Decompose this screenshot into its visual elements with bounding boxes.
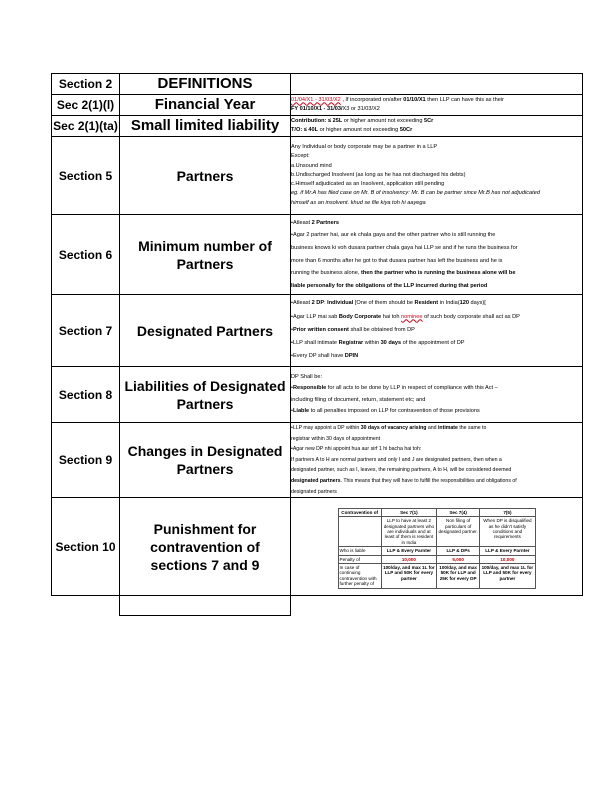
section-number: Section 7 [52, 295, 120, 367]
table-cell: Sec 7(1) [381, 508, 436, 516]
section-number: Section 5 [52, 137, 120, 215]
section-detail: DP Shall be: •Responsible for all acts to be done by LLP in respect of compliance with this Act – including filing of document, return, statement etc; and •Liable to all penalties imposed on LLP for contravention of those provisions [291, 367, 583, 423]
section-title: DEFINITIONS [120, 74, 291, 95]
table-cell: Who is liable [338, 547, 381, 555]
section-number: Section 10 [52, 498, 120, 596]
section-title: Changes in Designated Partners [120, 423, 291, 498]
table-cell: 100/day, and max 1L for LLP and 50K for every partner [480, 563, 535, 588]
section-detail: •Atleast 2 DP: Individual [One of them should be Resident in India(120 days)[ •Agar LLP mai sab Body Corporate hai toh nominee of such body corporate shall act as DP •Prior written consent shall be obtained from DP •LLP shall intimate Registrar within 30 days of the appointment of DP •Every DP shall have DPIN [291, 295, 583, 367]
table-cell: LLP & Every Parnter [480, 547, 535, 555]
section-title: Punishment for contravention of sections 7 and 9 [120, 498, 291, 596]
section-detail [291, 498, 583, 596]
table-cell: LLP to have at least 2 designated partners who are individuals and at least of them is resident in India [381, 517, 436, 547]
section-detail: 01/04/X1 - 31/03/X2 , If incorporated on/after 01/10/X1 then LLP can have this as their FY 01/10/X1 - 31/03/X3 or 31/03/X2 [291, 95, 583, 116]
table-row [338, 555, 535, 563]
table-cell: 10,000 [381, 555, 436, 563]
section-number: Section 8 [52, 367, 120, 423]
section-detail: Any Individual or body corporate may be a partner in a LLP Except: a.Unsound mind b.Undischarged Insolvent (as long as he has not discharged his debts) c.Himself adjudicated as an Insolvent, application still pending eg. if Mr.A has filed case on Mr. B of insolvency: Mr. B can be partner since Mr.B has not adjudicated himself as an insolvent. khud se file kiya toh hi aayega [291, 137, 583, 215]
row-partners [52, 137, 583, 215]
table-cell: Non filing of particulars of designated partner. [436, 517, 479, 547]
table-cell: When DP is disqualified as he didn't satisfy conditions and requirements [480, 517, 535, 547]
section-number: Sec 2(1)(ta) [52, 116, 120, 137]
punishment-table [338, 508, 536, 589]
row-empty [52, 596, 583, 616]
row-punishment [52, 498, 583, 596]
empty-cell [120, 596, 291, 616]
section-title: Minimum number of Partners [120, 215, 291, 295]
table-cell: 7(5) [480, 508, 535, 516]
row-section-2 [52, 74, 583, 95]
sections-table [51, 73, 583, 616]
section-title: Liabilities of Designated Partners [120, 367, 291, 423]
table-row [338, 563, 535, 588]
section-detail: Contribution: ≤ 25L or higher amount not exceeding 5Cr T/O: ≤ 40L or higher amount not exceeding 50Cr [291, 116, 583, 137]
section-number: Section 6 [52, 215, 120, 295]
table-cell [338, 517, 381, 547]
section-title: Financial Year [120, 95, 291, 116]
section-title: Small limited liability [120, 116, 291, 137]
row-minimum-partners [52, 215, 583, 295]
table-cell: 100/day, and max 1L for LLP and 50K for every partner [381, 563, 436, 588]
section-number: Section 9 [52, 423, 120, 498]
table-cell: 10,000 [480, 555, 535, 563]
table-cell: In case of continuing contravention with further penalty of [338, 563, 381, 588]
table-cell: 100/day, and max 50K for LLP and 25K for every DP [436, 563, 479, 588]
row-financial-year [52, 95, 583, 116]
table-row [338, 517, 535, 547]
table-cell: Penalty of [338, 555, 381, 563]
table-cell: LLP & Every Parnter [381, 547, 436, 555]
section-title: Designated Partners [120, 295, 291, 367]
table-cell: LLP & DPs [436, 547, 479, 555]
row-changes [52, 423, 583, 498]
section-number: Sec 2(1)(l) [52, 95, 120, 116]
punishment-header-row [338, 508, 535, 516]
table-row [338, 547, 535, 555]
row-small-llp [52, 116, 583, 137]
section-detail: •Atleast 2 Partners •Agar 2 partner hai, aur ek chala gaya and the other partner who is still running the business knows ki voh dusara partner chala gaya hai LLP se and if he runs the business for more than 6 months after he got to that dusara partner has left the business and he is running the business alone, then the partner who is running the business alone will be liable personally for the obligations of the LLP incurred during that period [291, 215, 583, 295]
section-detail [291, 74, 583, 95]
table-cell: Contravention of [338, 508, 381, 516]
section-detail: •LLP may appoint a DP within 30 days of vacancy arising and intimate the same to registrar within 30 days of appointment •Agar new DP nhi appoint hua aur sirf 1 hi bacha hai toh: If partners A to H are normal partners and only I and J are designated partners, then when a designated partner, such as I, leaves, the remaining partners, A to H, will be considered deemed designated partners. This means that they will have to fulfill the responsibilities and obligations of designated partners [291, 423, 583, 498]
section-number: Section 2 [52, 74, 120, 95]
section-title: Partners [120, 137, 291, 215]
row-designated-partners [52, 295, 583, 367]
table-cell: Sec 7(4) [436, 508, 479, 516]
row-liabilities [52, 367, 583, 423]
table-cell: 5,000 [436, 555, 479, 563]
